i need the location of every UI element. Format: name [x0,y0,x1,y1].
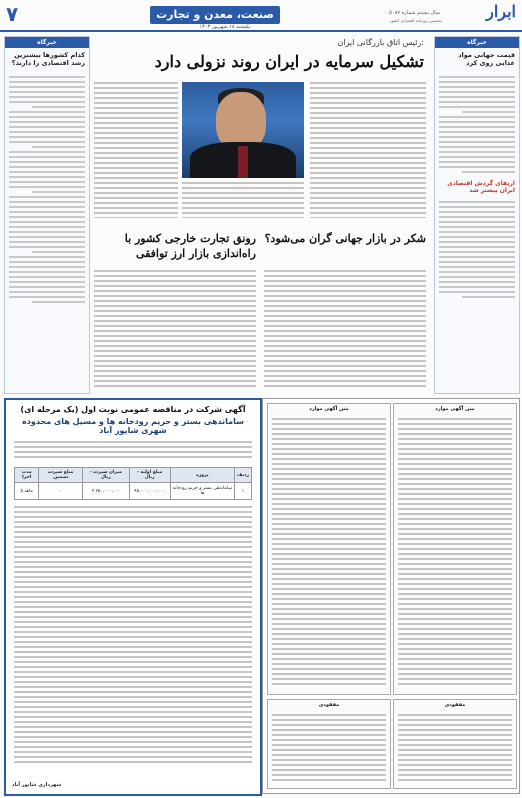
secondary-stories [92,228,430,392]
date-line: یکشنبه ۱۸ شهریور ۱۴۰۳ [199,24,251,30]
story-headline: تشکیل سرمایه در ایران روند نزولی دارد [154,52,424,71]
table-header: مبلغ سپرده تضمین [39,468,83,483]
classified-notices [262,398,520,794]
column-headline: کدام کشورها بیشترین رشد اقتصادی را دارند؟ [11,51,85,68]
notice-box: متن آگهی موارد [267,403,391,695]
table-cell: ۲,۲۵۰,۰۰۰,۰۰۰ [83,483,130,500]
story-body-text [94,270,256,388]
story-body-text [264,270,426,388]
page-number: ۷ [6,2,19,26]
story-body-text [94,82,178,218]
main-story [92,36,430,224]
logo-tagline: نخستین روزنامه اقتصادی کشور [389,18,442,23]
column-tag: خبرگاه [435,37,519,48]
ad-table [14,467,252,500]
ad-intro-text [14,441,252,461]
table-header: مدت اجرا [15,468,39,483]
right-news-column [434,36,520,394]
section-title: صنعت، معدن و تجارت [150,6,280,24]
column-body-text [435,71,519,178]
table-row [15,483,252,500]
table-cell: ۴۵,۰۰۰,۰۰۰,۰۰۰ [129,483,170,500]
table-header: پروژه [170,468,234,483]
table-header: مبلغ اولیه - ریال [129,468,170,483]
ad-signature: شهرداری شاپور آباد [12,782,62,788]
story-headline-left: رونق تجارت خارجی کشور با راه‌اندازی بازار ارز توافقی [124,232,256,260]
notice-box: متن آگهی موارد [393,403,517,695]
table-cell: - [39,483,83,500]
story-body-text [310,82,426,218]
column-body-text [5,71,89,308]
table-cell: ۱ [235,483,252,500]
table-header: میزان سپرده - ریال [83,468,130,483]
story-headline-right: شکر در بازار جهانی گران می‌شود؟ [264,232,426,245]
column-tag: خبرگاه [5,37,89,48]
column-headline: قیمت جهانی مواد غذایی روی کرد [458,51,515,68]
newspaper-logo: ابرار [486,2,516,21]
lost-notice: مفقودی [393,699,517,789]
lost-notice: مفقودی [267,699,391,789]
column-subheadline: ارتقای گردش اقتصادی ایران بیشتر شد [447,179,515,194]
left-news-column [4,36,90,394]
story-photo [182,82,304,178]
issue-info: سال بیستم شماره ۵۰۸۷ [389,10,440,16]
column-body-text [435,196,519,303]
tender-ad [4,398,262,796]
ad-title: آگهی شرکت در مناقصه عمومی نوبت اول (یک مرحله ای) [20,405,246,414]
table-cell: ساماندهی بستر و حریم رودخانه ها [170,483,234,500]
table-cell: ۵ ماهه [15,483,39,500]
ad-subtitle: ساماندهی بستر و حریم رودخانه ها و مسیل های محدوده شهری شاپور آباد [22,417,244,435]
photo-caption [182,182,304,218]
table-header: ردیف [235,468,252,483]
masthead [0,0,522,32]
ad-conditions-text [14,506,252,764]
story-kicker: رئیس اتاق بازرگانی ایران: [337,38,424,47]
